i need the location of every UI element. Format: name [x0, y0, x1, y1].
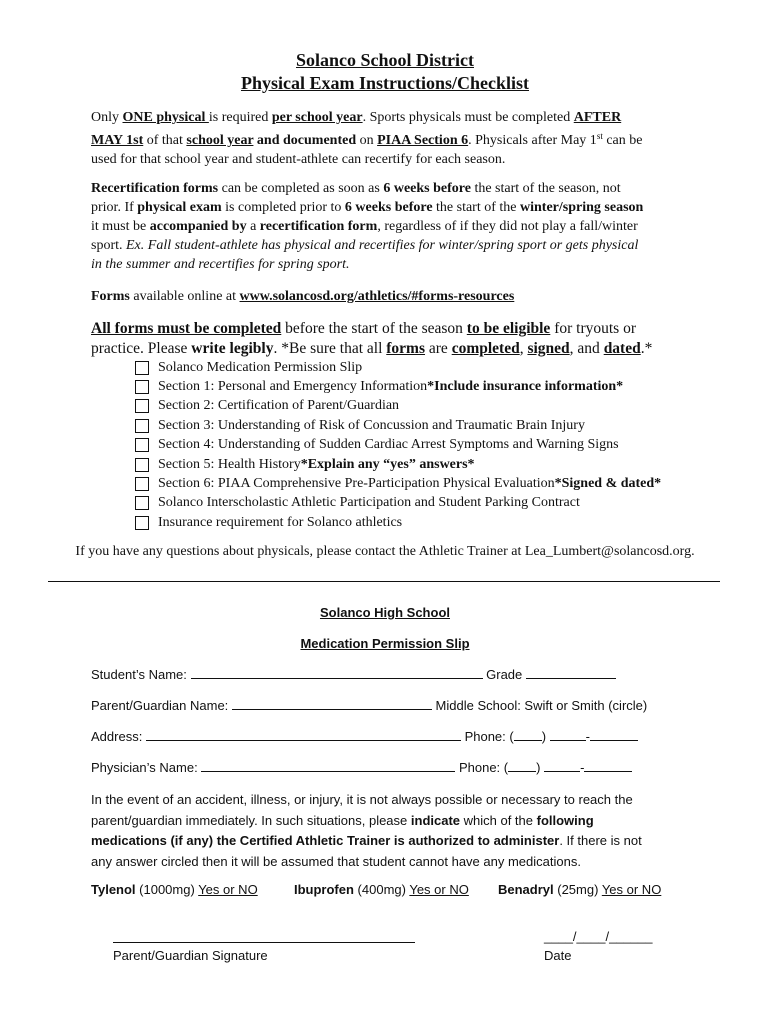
checkbox[interactable]	[135, 361, 149, 375]
physician-phone-prefix-field[interactable]	[544, 759, 580, 772]
physician-name-field[interactable]	[201, 759, 455, 772]
checklist-item: Insurance requirement for Solanco athletics	[135, 513, 661, 532]
checkbox[interactable]	[135, 399, 149, 413]
checkbox[interactable]	[135, 496, 149, 510]
checklist-item: Section 1: Personal and Emergency Information *Include insurance information*	[135, 377, 661, 396]
signature-line[interactable]	[113, 942, 415, 943]
checklist-item: Section 3: Understanding of Risk of Concussion and Traumatic Brain Injury	[135, 416, 661, 435]
forms-line: Forms available online at www.solancosd.org/athletics/#forms-resources	[91, 289, 515, 304]
checkbox[interactable]	[135, 380, 149, 394]
checkbox[interactable]	[135, 516, 149, 530]
section-divider	[48, 581, 720, 582]
checklist-item: Solanco Interscholastic Athletic Participation and Student Parking Contract	[135, 494, 661, 513]
med-benadryl: Benadryl (25mg) Yes or NO	[498, 882, 662, 897]
signature-label: Parent/Guardian Signature	[113, 948, 268, 963]
physician-phone-area-field[interactable]	[508, 759, 536, 772]
physician-phone-line-field[interactable]	[584, 759, 632, 772]
slip-school: Solanco High School	[319, 605, 450, 620]
address-field[interactable]	[146, 728, 461, 741]
slip-body: In the event of an accident, illness, or injury, it is not always possible or necessary to reach the parent/guardian immediately. In such situations, please indicate which of the following medications (if any) the Certified Athletic Trainer is authorized to administer. If there is not any answer circled then it will be assumed that student cannot have any medications.	[91, 792, 642, 869]
recertification-paragraph: Recertification forms can be completed as soon as 6 weeks before the start of the season, not prior. If physical exam is completed prior to 6 weeks before the start of the winter/spring season it must be accompanied by a recertification form, regardless of if they did not play a fall/winter sport. Ex. Fall student-athlete has physical and recertifies for winter/spring sport or gets physical in the summer and recertifies for spring sport.	[91, 181, 644, 272]
checkbox[interactable]	[135, 419, 149, 433]
grade-field[interactable]	[526, 666, 616, 679]
parent-name-field[interactable]	[232, 697, 432, 710]
student-row: Student’s Name: Grade	[91, 666, 616, 682]
tylenol-choice[interactable]: Yes or NO	[198, 882, 258, 897]
contact-line: If you have any questions about physicals, please contact the Athletic Trainer at Lea_Lumbert@solancosd.org.	[75, 544, 695, 559]
checkbox[interactable]	[135, 458, 149, 472]
forms-link[interactable]: www.solancosd.org/athletics/#forms-resources	[239, 289, 515, 304]
page-title: Physical Exam Instructions/Checklist	[240, 73, 530, 93]
date-field[interactable]: ____/____/______	[544, 929, 653, 944]
physician-row: Physician’s Name: Phone: ( ) -	[91, 759, 632, 775]
forms-checklist	[135, 358, 661, 533]
checklist-item: Section 2: Certification of Parent/Guardian	[135, 397, 661, 416]
phone-prefix-field[interactable]	[550, 728, 586, 741]
district-title: Solanco School District	[296, 50, 474, 70]
checklist-item: Section 5: Health History *Explain any “yes” answers*	[135, 455, 661, 474]
med-ibuprofen: Ibuprofen (400mg) Yes or NO	[294, 882, 469, 897]
phone-area-field[interactable]	[514, 728, 542, 741]
intro-paragraph: Only ONE physical is required per school year. Sports physicals must be completed AFTER MAY 1st of that school year and documented on PIAA Section 6. Physicals after May 1st can be used for that school year and student-athlete can recertify for each season.	[91, 110, 643, 167]
benadryl-choice[interactable]: Yes or NO	[601, 882, 662, 897]
parent-row: Parent/Guardian Name: Middle School: Swift or Smith (circle)	[91, 698, 648, 713]
med-tylenol: Tylenol (1000mg) Yes or NO	[91, 882, 258, 897]
checkbox[interactable]	[135, 438, 149, 452]
address-row: Address: Phone: ( ) -	[91, 728, 638, 744]
ibuprofen-choice[interactable]: Yes or NO	[409, 882, 469, 897]
checkbox[interactable]	[135, 477, 149, 491]
date-label: Date	[544, 948, 572, 963]
checklist-item: Solanco Medication Permission Slip	[135, 358, 661, 377]
phone-line-field[interactable]	[590, 728, 638, 741]
slip-title: Medication Permission Slip	[300, 636, 470, 651]
checklist-item: Section 6: PIAA Comprehensive Pre-Participation Physical Evaluation *Signed & dated*	[135, 474, 661, 493]
requirements-paragraph: All forms must be completed before the start of the season to be eligible for tryouts or practice. Please write legibly. *Be sure that all forms are completed, signed, and dated.*	[91, 320, 653, 357]
student-name-field[interactable]	[191, 666, 483, 679]
checklist-item: Section 4: Understanding of Sudden Cardiac Arrest Symptoms and Warning Signs	[135, 436, 661, 455]
